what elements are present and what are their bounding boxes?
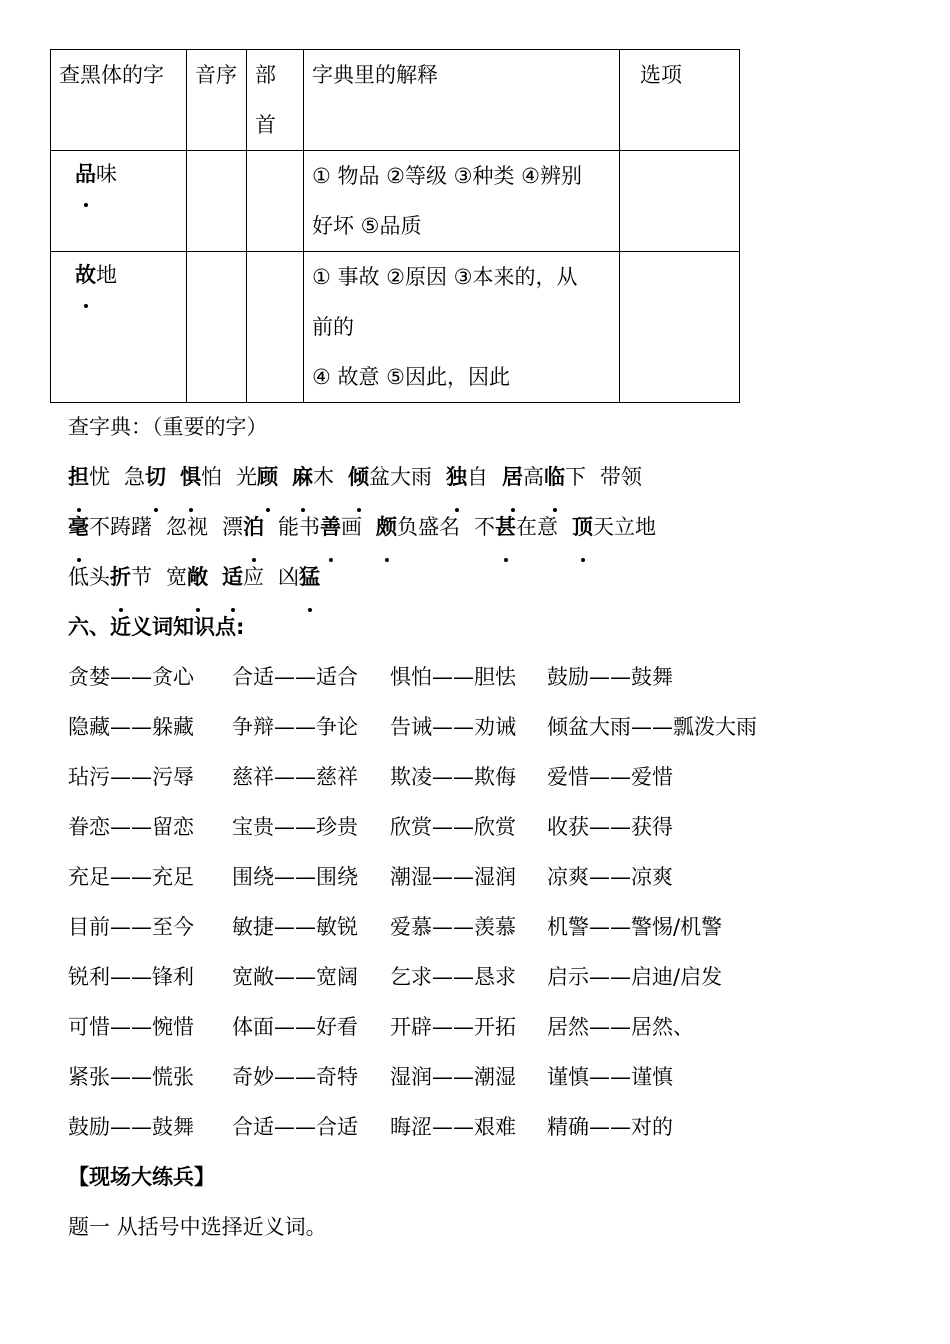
emphasized-char: 切	[145, 452, 166, 502]
emphasized-char: 适	[222, 552, 243, 602]
lookup-word	[180, 452, 222, 502]
synonym-row	[68, 1002, 928, 1052]
synonym-pair: 晦涩——艰难	[390, 1115, 516, 1139]
synonym-row	[68, 652, 928, 702]
table-header-row	[51, 50, 740, 151]
lookup-word	[68, 502, 152, 552]
synonym-row	[68, 702, 928, 752]
meaning-cell: ① 物品 ②等级 ③种类 ④辨别 好坏 ⑤品质	[304, 151, 620, 252]
synonym-pair: 紧张——慌张	[68, 1065, 194, 1089]
synonym-pair: 欣赏——欣赏	[390, 815, 516, 839]
lookup-word	[166, 552, 208, 602]
synonym-pair: 乞求——恳求	[390, 965, 516, 989]
lookup-word	[502, 452, 586, 502]
synonym-row	[68, 952, 928, 1002]
word-text: 自	[467, 465, 488, 489]
option-cell[interactable]	[620, 151, 740, 252]
synonym-pair: 鼓励——鼓舞	[547, 665, 673, 689]
lookup-word	[446, 452, 488, 502]
synonym-pair: 启示——启迪/启发	[547, 965, 723, 989]
emphasized-char: 故	[75, 252, 96, 298]
synonym-pair: 欺凌——欺侮	[390, 765, 516, 789]
synonyms-section	[68, 602, 928, 1252]
pinyin-initial-cell[interactable]	[187, 151, 247, 252]
synonym-pair: 奇妙——奇特	[232, 1065, 358, 1089]
emphasized-char: 甚	[495, 502, 516, 552]
lookup-word	[376, 502, 460, 552]
lookup-section	[68, 402, 928, 602]
synonym-row	[68, 802, 928, 852]
lookup-word	[348, 452, 432, 502]
lookup-title: 查字典：（重要的字）	[68, 415, 268, 439]
word-text: 不踌躇	[89, 515, 152, 539]
synonym-pair: 合适——适合	[232, 665, 358, 689]
synonym-pair: 锐利——锋利	[68, 965, 194, 989]
synonym-pair: 宽敞——宽阔	[232, 965, 358, 989]
emphasized-char: 泊	[243, 502, 264, 552]
synonym-pair: 可惜——惋惜	[68, 1015, 194, 1039]
synonym-pair: 鼓励——鼓舞	[68, 1115, 194, 1139]
option-cell[interactable]	[620, 252, 740, 403]
dictionary-table	[50, 49, 740, 403]
synonym-pair: 慈祥——慈祥	[232, 765, 358, 789]
table-row	[51, 151, 740, 252]
word-text: 光	[236, 465, 257, 489]
emphasized-char: 毫	[68, 502, 89, 552]
word-text: 木	[313, 465, 334, 489]
synonym-pair: 潮湿——湿润	[390, 865, 516, 889]
synonym-pair: 谨慎——谨慎	[547, 1065, 673, 1089]
emphasized-char: 顾	[257, 452, 278, 502]
synonym-pair: 湿润——潮湿	[390, 1065, 516, 1089]
radical-cell[interactable]	[247, 252, 304, 403]
emphasized-char: 颇	[376, 502, 397, 552]
emphasized-char: 临	[544, 452, 565, 502]
emphasized-char: 善	[320, 502, 341, 552]
word-text: 漂	[222, 515, 243, 539]
synonym-pair: 眷恋——留恋	[68, 815, 194, 839]
lookup-word	[572, 502, 656, 552]
lookup-line	[68, 502, 928, 552]
word-cell: 品味	[51, 151, 187, 252]
synonym-pair: 凉爽——凉爽	[547, 865, 673, 889]
synonym-row	[68, 852, 928, 902]
synonyms-list	[68, 652, 928, 1152]
word-text: 节	[131, 565, 152, 589]
word-text: 怕	[201, 465, 222, 489]
lookup-word	[278, 552, 320, 602]
synonym-pair: 隐藏——躲藏	[68, 715, 194, 739]
lookup-word	[600, 452, 642, 502]
lookup-word	[166, 502, 208, 552]
word-text: 在意	[516, 515, 558, 539]
synonym-pair: 爱慕——羡慕	[390, 915, 516, 939]
header-option: 选项	[620, 50, 740, 151]
header-pinyin-initial: 音序	[187, 50, 247, 151]
synonym-pair: 倾盆大雨——瓢泼大雨	[547, 715, 757, 739]
synonym-pair: 敏捷——敏锐	[232, 915, 358, 939]
emphasized-char: 品	[75, 151, 96, 197]
emphasized-char: 敞	[187, 552, 208, 602]
pinyin-initial-cell[interactable]	[187, 252, 247, 403]
word-text: 能书	[278, 515, 320, 539]
emphasized-char: 担	[68, 452, 89, 502]
synonym-pair: 精确——对的	[547, 1115, 673, 1139]
synonym-pair: 宝贵——珍贵	[232, 815, 358, 839]
synonym-pair: 爱惜——爱惜	[547, 765, 673, 789]
lookup-word	[474, 502, 558, 552]
synonym-pair: 争辩——争论	[232, 715, 358, 739]
word-text: 宽	[166, 565, 187, 589]
word-text: 盆大雨	[369, 465, 432, 489]
word-text: 忽视	[166, 515, 208, 539]
synonym-row	[68, 1052, 928, 1102]
word-cell: 故地	[51, 252, 187, 403]
word-text: 负盛名	[397, 515, 460, 539]
synonym-pair: 体面——好看	[232, 1015, 358, 1039]
synonym-pair: 合适——合适	[232, 1115, 358, 1139]
word-text: 凶	[278, 565, 299, 589]
emphasized-char: 麻	[292, 452, 313, 502]
word-text: 急	[124, 465, 145, 489]
lookup-word	[68, 452, 110, 502]
synonym-pair: 目前——至今	[68, 915, 194, 939]
emphasized-char: 居	[502, 452, 523, 502]
emphasized-char: 顶	[572, 502, 593, 552]
lookup-line	[68, 452, 928, 502]
meaning-cell: ① 事故 ②原因 ③本来的，从 前的 ④ 故意 ⑤因此，因此	[304, 252, 620, 403]
word-text: 画	[341, 515, 362, 539]
lookup-word	[68, 552, 152, 602]
synonym-row	[68, 752, 928, 802]
emphasized-char: 猛	[299, 552, 320, 602]
synonym-pair: 贪婪——贪心	[68, 665, 194, 689]
header-radical: 部首	[247, 50, 304, 151]
lookup-word	[278, 502, 362, 552]
emphasized-char: 倾	[348, 452, 369, 502]
synonym-pair: 惧怕——胆怯	[390, 665, 516, 689]
table-row	[51, 252, 740, 403]
word-text: 高	[523, 465, 544, 489]
emphasized-char: 惧	[180, 452, 201, 502]
synonym-pair: 收获——获得	[547, 815, 673, 839]
synonym-pair: 充足——充足	[68, 865, 194, 889]
synonym-pair: 玷污——污辱	[68, 765, 194, 789]
emphasized-char: 折	[110, 552, 131, 602]
lookup-word	[222, 552, 264, 602]
lookup-word	[222, 502, 264, 552]
header-meaning: 字典里的解释	[304, 50, 620, 151]
emphasized-char: 独	[446, 452, 467, 502]
word-text: 带领	[600, 465, 642, 489]
synonym-pair: 居然——居然、	[547, 1015, 694, 1039]
synonym-pair: 机警——警惕/机警	[547, 915, 723, 939]
lookup-word	[292, 452, 334, 502]
word-text: 天立地	[593, 515, 656, 539]
synonym-pair: 围绕——围绕	[232, 865, 358, 889]
synonym-row	[68, 902, 928, 952]
word-text: 不	[474, 515, 495, 539]
header-char: 查黑体的字	[51, 50, 187, 151]
word-text: 下	[565, 465, 586, 489]
synonyms-title: 六、近义词知识点:	[68, 615, 245, 639]
question-1: 题一 从括号中选择近义词。	[68, 1215, 327, 1239]
synonym-pair: 开辟——开拓	[390, 1015, 516, 1039]
word-text: 应	[243, 565, 264, 589]
lookup-line	[68, 552, 928, 602]
synonym-pair: 告诫——劝诫	[390, 715, 516, 739]
lookup-word	[236, 452, 278, 502]
radical-cell[interactable]	[247, 151, 304, 252]
synonym-row	[68, 1102, 928, 1152]
lookup-word	[124, 452, 166, 502]
word-text: 低头	[68, 565, 110, 589]
practice-title: 【现场大练兵】	[68, 1165, 215, 1189]
word-text: 忧	[89, 465, 110, 489]
